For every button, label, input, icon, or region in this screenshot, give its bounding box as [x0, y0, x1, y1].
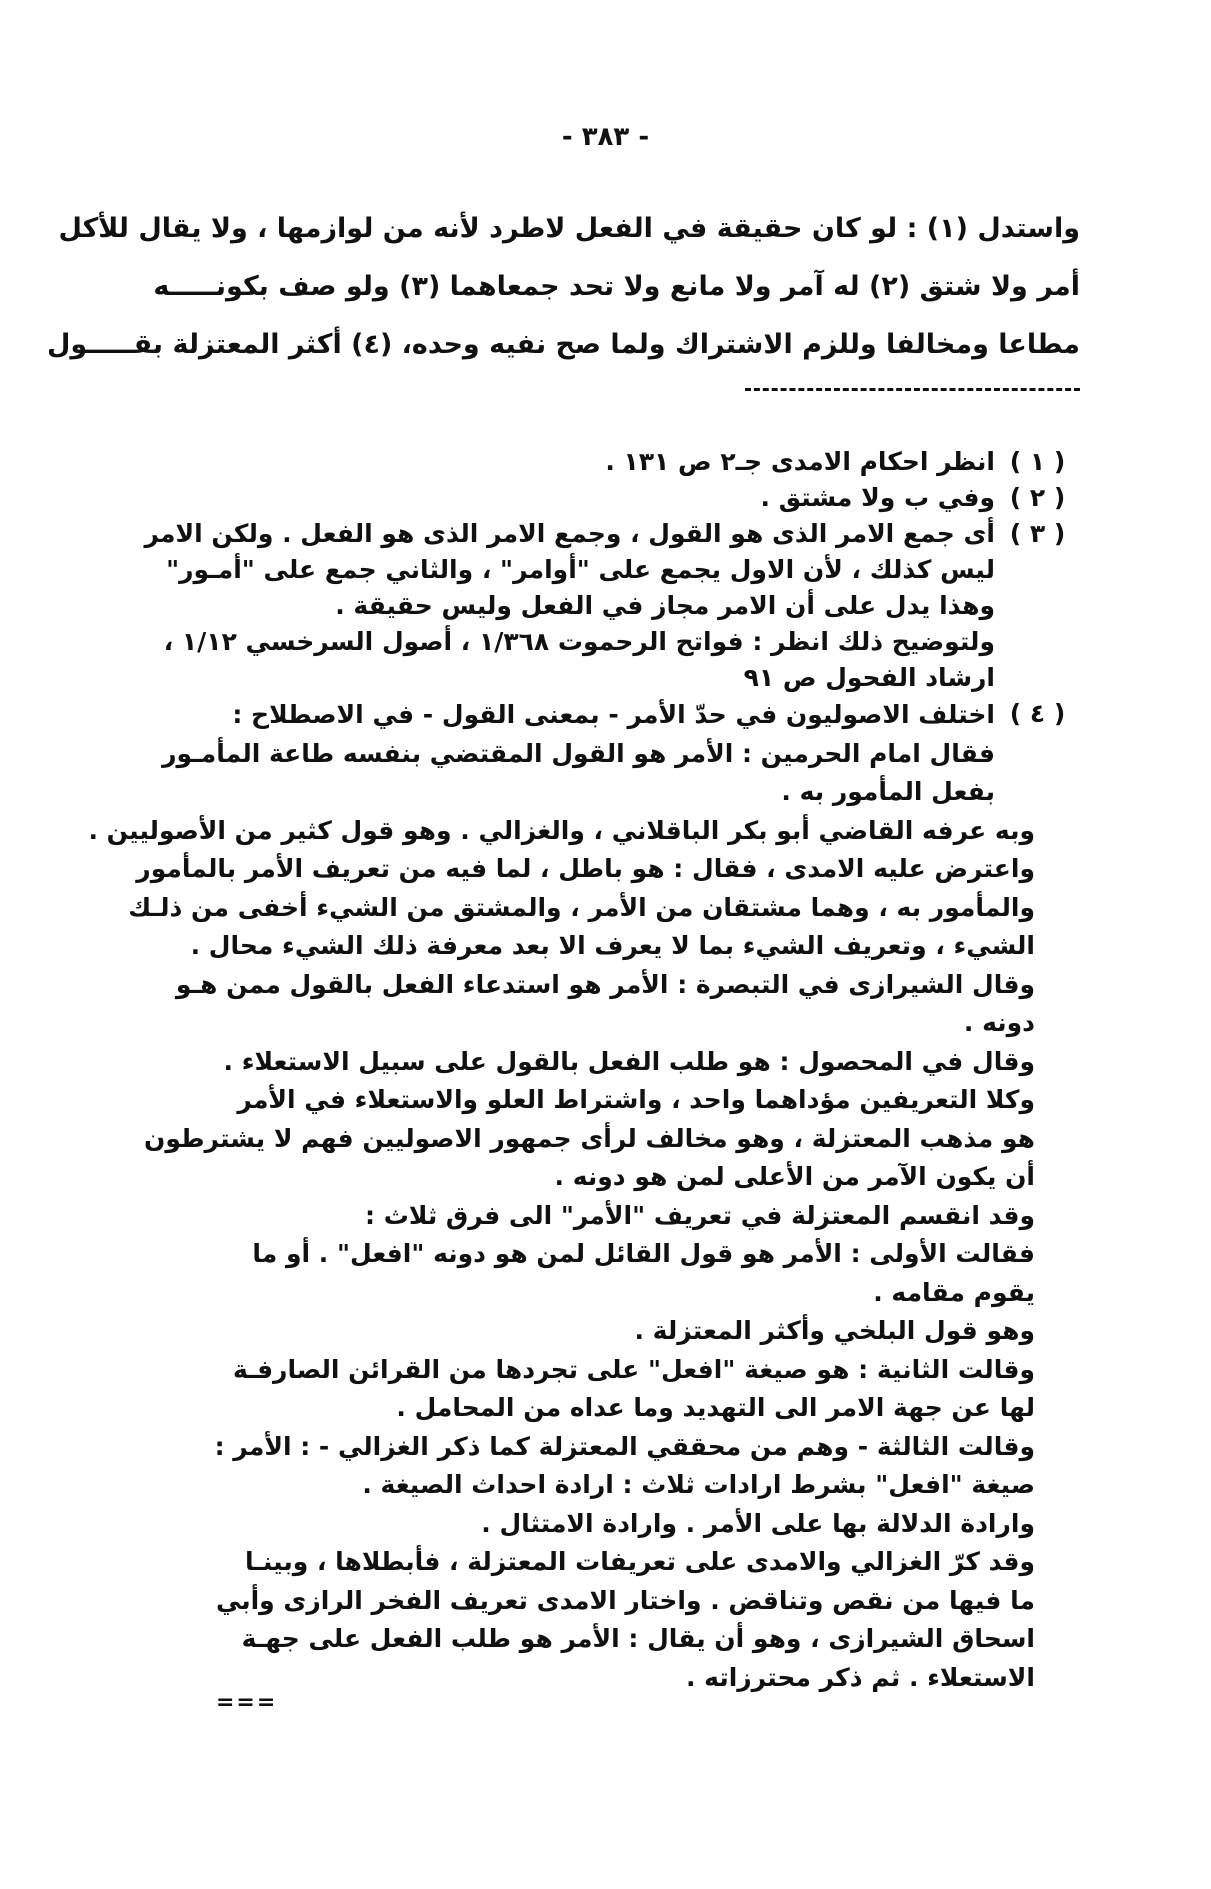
footnote-line: وكلا التعريفين مؤداهما واحد ، واشتراط العلو والاستعلاء في الأمر [237, 1085, 1035, 1114]
footnote-line: أن يكون الآمر من الأعلى لمن هو دونه . [554, 1162, 1035, 1191]
footnotes [88, 444, 1080, 1697]
footnote-line: وهذا يدل على أن الامر مجاز في الفعل وليس حقيقة . [335, 591, 995, 620]
footnote-line: وهو قول البلخي وأكثر المعتزلة . [634, 1316, 1035, 1345]
footnote-line: والمأمور به ، وهما مشتقان من الأمر ، والمشتق من الشيء أخفى من ذلـك [128, 892, 1035, 922]
footnote-line: دونه . [963, 1008, 1035, 1037]
main-line: أمر ولا شتق (٢) له آمر ولا مانع ولا تحد جمعاهما (٣) ولو صف بكونـــــه [153, 271, 1080, 302]
footnote-2 [180, 480, 1080, 516]
footnote-separator [745, 388, 1080, 391]
footnote-body [162, 696, 995, 812]
footnote-number: ( ١ ) [1009, 447, 1066, 476]
footnote-line: واعترض عليه الامدى ، فقال : هو باطل ، لما فيه من تعريف الأمر بالمأمور [136, 854, 1035, 883]
footnote-4-continuation [88, 812, 1080, 1698]
footnote-line: هو مذهب المعتزلة ، وهو مخالف لرأى جمهور الاصوليين فهم لا يشترطون [143, 1123, 1035, 1153]
footnote-line: وقد انقسم المعتزلة في تعريف "الأمر" الى فرق ثلاث : [365, 1200, 1035, 1230]
footnote-body [180, 444, 995, 480]
footnote-line: صيغة "افعل" بشرط ارادات ثلاث : ارادة احداث الصيغة . [362, 1470, 1035, 1499]
footnote-line: يقوم مقامه . [873, 1277, 1035, 1307]
end-mark: === [216, 1690, 278, 1715]
footnote-line: بفعل المأمور به . [781, 777, 995, 806]
main-line: مطاعا ومخالفا وللزم الاشتراك ولما صح نفيه وحده، (٤) أكثر المعتزلة بقـــــول [47, 329, 1080, 360]
main-paragraph [47, 200, 1080, 374]
footnote-line: فقالت الأولى : الأمر هو قول القائل لمن هو دونه "افعل" . أو ما [252, 1239, 1035, 1268]
footnote-3 [144, 516, 1080, 696]
footnote-body [144, 516, 995, 696]
footnote-1 [180, 444, 1080, 480]
footnote-line: فقال امام الحرمين : الأمر هو القول المقتضي بنفسه طاعة المأمـور [162, 738, 995, 768]
page-number: - ٣٨٣ - [561, 122, 650, 152]
main-line: واستدل (١) : لو كان حقيقة في الفعل لاطرد لأنه من لوازمها ، ولا يقال للأكل [58, 213, 1080, 244]
footnote-line: وقد كرّ الغزالي والامدى على تعريفات المعتزلة ، فأبطلاها ، وبينـا [244, 1547, 1035, 1576]
footnote-number: ( ٤ ) [1009, 699, 1066, 728]
footnote-body [180, 480, 995, 516]
footnote-line: وبه عرفه القاضي أبو بكر الباقلاني ، والغزالي . وهو قول كثير من الأصوليين . [88, 815, 1035, 845]
footnote-line: أى جمع الامر الذى هو القول ، وجمع الامر الذى هو الفعل . ولكن الامر [144, 519, 995, 548]
footnote-line: ما فيها من نقص وتناقض . واختار الامدى تعريف الفخر الرازى وأبي [215, 1585, 1035, 1615]
footnote-line: الشيء ، وتعريف الشيء بما لا يعرف الا بعد معرفة ذلك الشيء محال . [190, 931, 1035, 960]
footnote-line: وقال الشيرازى في التبصرة : الأمر هو استدعاء الفعل بالقول ممن هـو [175, 969, 1035, 999]
footnote-line: وقالت الثالثة - وهم من محققي المعتزلة كما ذكر الغزالي - : الأمر : [214, 1431, 1035, 1461]
footnote-number: ( ٢ ) [1009, 483, 1066, 512]
footnote-line: اختلف الاصوليون في حدّ الأمر - بمعنى القول - في الاصطلاح : [232, 700, 995, 729]
footnote-number: ( ٣ ) [1009, 519, 1066, 548]
footnote-line: لها عن جهة الامر الى التهديد وما عداه من المحامل . [396, 1393, 1035, 1422]
footnote-line: وقال في المحصول : هو طلب الفعل بالقول على سبيل الاستعلاء . [223, 1046, 1035, 1076]
footnote-line: الاستعلاء . ثم ذكر محترزاته . [685, 1662, 1035, 1692]
footnote-4 [162, 696, 1080, 812]
footnote-line: اسحاق الشيرازى ، وهو أن يقال : الأمر هو طلب الفعل على جهـة [241, 1624, 1035, 1653]
footnote-line: ولتوضيح ذلك انظر : فواتح الرحموت ١/٣٦٨ ، أصول السرخسي ١/١٢ ، [163, 627, 995, 656]
footnote-line: وفي ب ولا مشتق . [760, 483, 995, 512]
footnote-line: ارشاد الفحول ص ٩١ [743, 663, 995, 692]
footnote-line: وقالت الثانية : هو صيغة "افعل" على تجردها من القرائن الصارفـة [232, 1354, 1035, 1384]
footnote-line: وارادة الدلالة بها على الأمر . وارادة الامتثال . [481, 1508, 1035, 1538]
footnote-line: ليس كذلك ، لأن الاول يجمع على "أوامر" ، والثاني جمع على "أمـور" [166, 555, 995, 584]
footnote-line: انظر احكام الامدى جـ٢ ص ١٣١ . [605, 447, 995, 476]
